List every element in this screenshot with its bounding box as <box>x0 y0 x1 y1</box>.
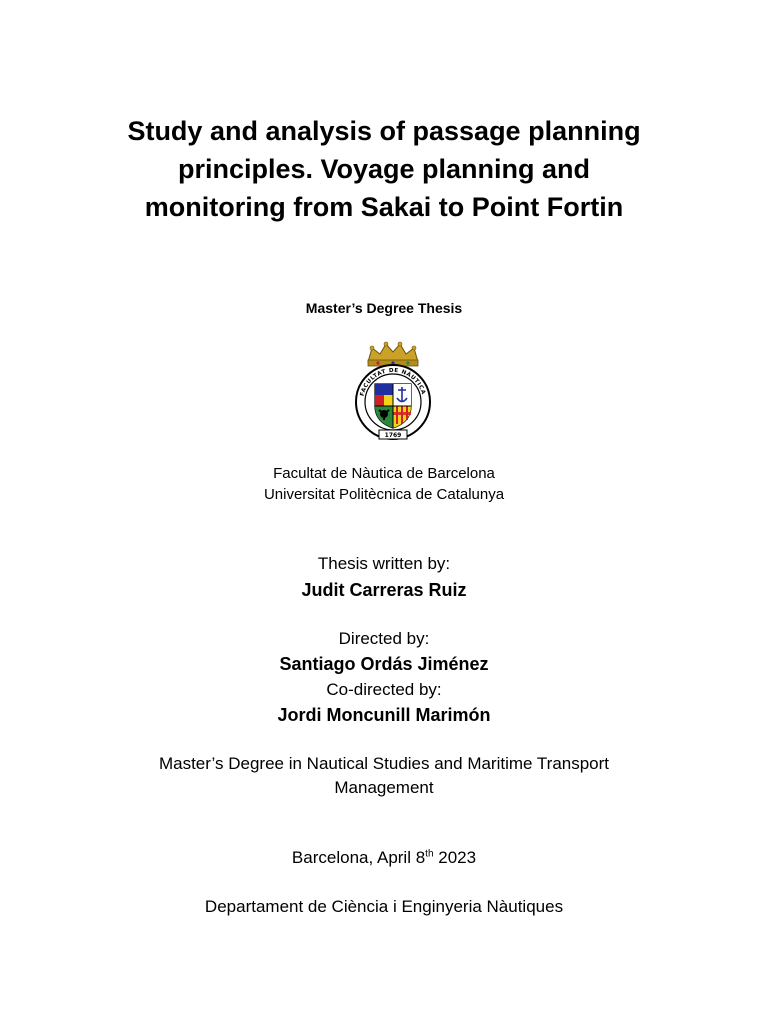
university-name: Universitat Politècnica de Catalunya <box>263 486 505 503</box>
institution <box>0 463 768 505</box>
director-name: Santiago Ordás Jiménez <box>279 654 489 674</box>
place-and-date <box>0 846 768 870</box>
author-name: Judit Carreras Ruiz <box>301 580 467 600</box>
date-prefix: Barcelona, April 8 <box>291 848 426 867</box>
thesis-type: Master’s Degree Thesis <box>305 300 463 316</box>
degree-program <box>0 752 768 800</box>
shield-icon <box>375 384 411 428</box>
crown-icon <box>368 342 418 366</box>
thesis-title-line-3: monitoring from Sakai to Point Fortin <box>144 192 624 222</box>
thesis-title-line-1: Study and analysis of passage planning <box>127 116 641 146</box>
director-label: Directed by: <box>338 629 430 648</box>
department-name: Departament de Ciència i Enginyeria Nàutiques <box>204 897 564 916</box>
faculty-seal-logo <box>352 340 434 444</box>
faculty-name: Facultat de Nàutica de Barcelona <box>273 465 495 482</box>
codirector-label: Co-directed by: <box>326 680 442 699</box>
degree-line-2: Management <box>334 778 434 797</box>
date-year: 2023 <box>433 848 477 867</box>
author-label: Thesis written by: <box>317 554 451 573</box>
date-ordinal-suffix: th <box>425 848 434 860</box>
codirector-name: Jordi Moncunill Marimón <box>277 705 491 725</box>
seal-year: 1769 <box>384 432 402 439</box>
seal-ring-text: FACULTAT DE NÀUTICA <box>359 367 427 397</box>
thesis-title <box>0 112 768 226</box>
thesis-title-line-2: principles. Voyage planning and <box>177 154 591 184</box>
degree-line-1: Master’s Degree in Nautical Studies and Maritime Transport <box>158 754 610 773</box>
